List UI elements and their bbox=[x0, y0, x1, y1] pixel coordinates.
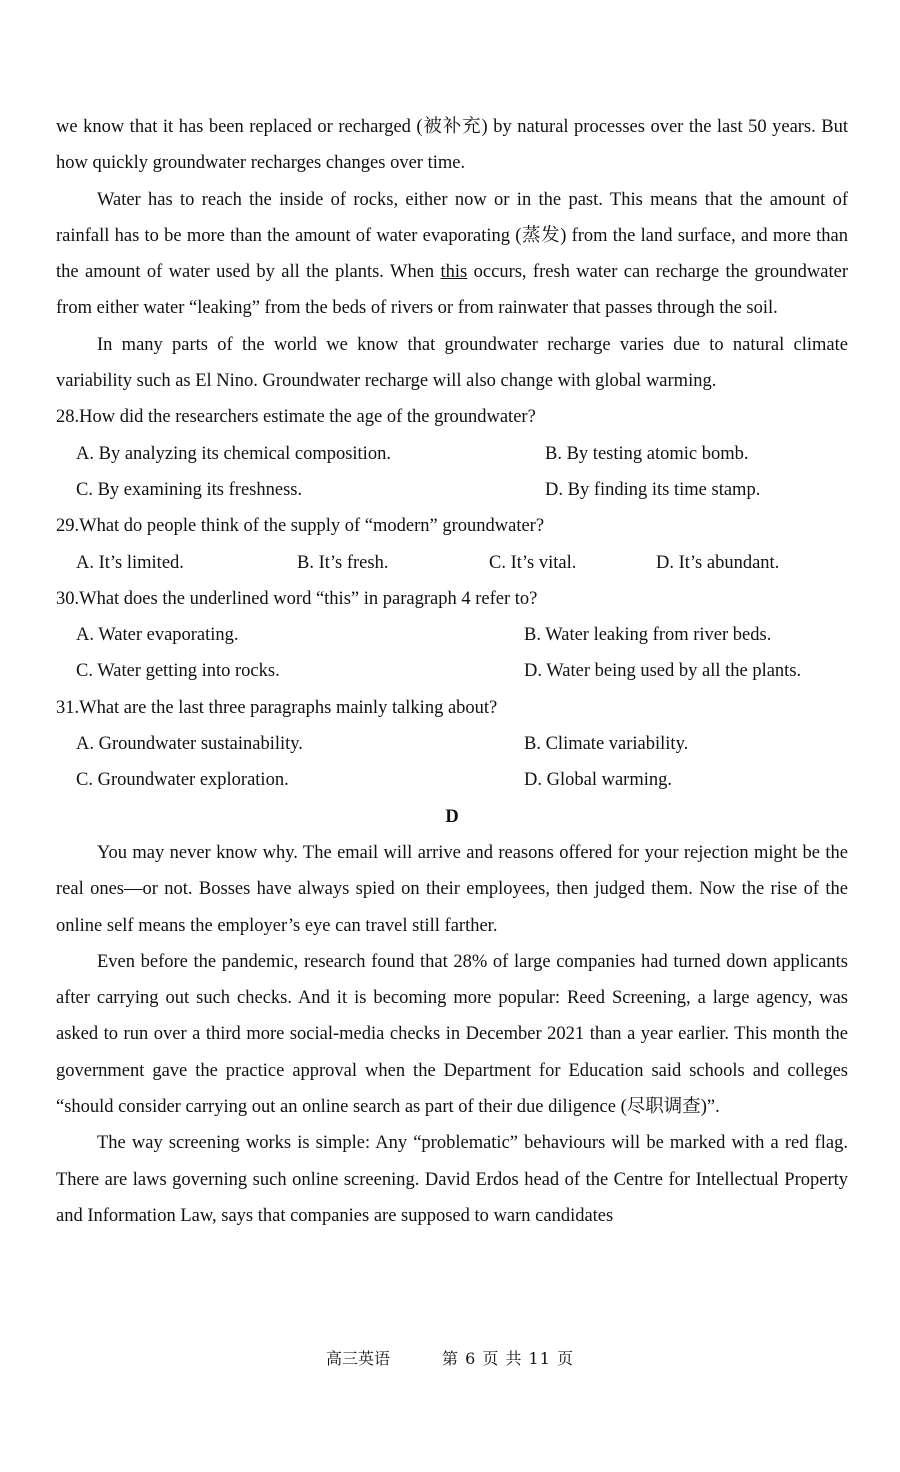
passage-c-paragraph-4 bbox=[56, 182, 848, 327]
section-d-heading: D bbox=[445, 806, 459, 827]
paragraph-4-text-before: Water has to reach the inside of rocks, either now or in the past. This means that the amount of rainfall has to be more than the amount of water evaporating (蒸发) from the land surface, and more than the amount of water used by all the plants. When bbox=[56, 189, 848, 283]
passage-d-paragraph-1: You may never know why. The email will arrive and reasons offered for your rejection might be the real ones—or not. Bosses have always spied on their employees, then judged them. Now the rise of the online self means the employer’s eye can travel still farther. bbox=[56, 842, 848, 936]
question-31-option-b: B. Climate variability. bbox=[524, 734, 689, 755]
exam-page-content bbox=[56, 109, 848, 1234]
question-31-options-row-2 bbox=[56, 762, 848, 798]
question-29-option-d: D. It’s abundant. bbox=[656, 552, 780, 573]
question-30-options-row-1 bbox=[56, 617, 848, 653]
question-30-options-row-2 bbox=[56, 653, 848, 689]
question-29-option-c: C. It’s vital. bbox=[489, 552, 577, 573]
question-28-stem: 28.How did the researchers estimate the age of the groundwater? bbox=[56, 407, 536, 428]
question-28-option-a: A. By analyzing its chemical composition. bbox=[76, 443, 391, 464]
footer-subject: 高三英语 bbox=[326, 1349, 391, 1368]
question-31-option-c: C. Groundwater exploration. bbox=[76, 770, 289, 791]
question-29-stem: 29.What do people think of the supply of “modern” groundwater? bbox=[56, 516, 545, 537]
question-29-option-b: B. It’s fresh. bbox=[297, 552, 389, 573]
question-31-option-d: D. Global warming. bbox=[524, 770, 672, 791]
question-28-options-row-1 bbox=[56, 436, 848, 472]
passage-d-paragraph-3: The way screening works is simple: Any “problematic” behaviours will be marked with a red flag. There are laws governing such online screening. David Erdos head of the Centre for Intellectual Property and Information Law, says that companies are supposed to warn candidates bbox=[56, 1133, 848, 1226]
passage-c-paragraph-5: In many parts of the world we know that groundwater recharge varies due to natural climate variability such as El Nino. Groundwater recharge will also change with global warming. bbox=[56, 334, 848, 392]
passage-d-paragraph-2: Even before the pandemic, research found that 28% of large companies had turned down applicants after carrying out such checks. And it is becoming more popular: Reed Screening, a large agency, was asked to run over a third more social-media checks in December 2021 than a year earlier. This month the government gave the practice approval when the Department for Education said schools and colleges “should consider carrying out an online search as part of their due diligence (尽职调查)”. bbox=[56, 951, 848, 1118]
question-29-options-row bbox=[56, 545, 848, 581]
question-30-option-a: A. Water evaporating. bbox=[76, 625, 239, 646]
footer-page-number: 第 6 页 共 11 页 bbox=[442, 1349, 574, 1368]
paragraph-4-text-after: occurs, fresh water can recharge the groundwater from either water “leaking” from the beds of rivers or from rainwater that passes through the soil. bbox=[56, 262, 848, 319]
question-28-options-row-2 bbox=[56, 472, 848, 508]
question-28-option-b: B. By testing atomic bomb. bbox=[545, 443, 749, 464]
question-30-stem: 30.What does the underlined word “this” in paragraph 4 refer to? bbox=[56, 588, 538, 609]
underlined-word-this: this bbox=[440, 262, 468, 283]
question-31-option-a: A. Groundwater sustainability. bbox=[76, 734, 303, 755]
passage-c-paragraph-3: we know that it has been replaced or recharged (被补充) by natural processes over the last 50 years. But how quickly groundwater recharges changes over time. bbox=[56, 117, 848, 174]
question-28-option-c: C. By examining its freshness. bbox=[76, 479, 303, 500]
question-31-stem: 31.What are the last three paragraphs mainly talking about? bbox=[56, 697, 498, 718]
question-28-option-d: D. By finding its time stamp. bbox=[545, 479, 761, 500]
question-29-option-a: A. It’s limited. bbox=[76, 552, 184, 573]
question-30-option-c: C. Water getting into rocks. bbox=[76, 661, 280, 682]
page-footer bbox=[0, 1346, 900, 1373]
question-30-option-b: B. Water leaking from river beds. bbox=[524, 625, 772, 646]
question-31-options-row-1 bbox=[56, 726, 848, 762]
question-30-option-d: D. Water being used by all the plants. bbox=[524, 661, 802, 682]
